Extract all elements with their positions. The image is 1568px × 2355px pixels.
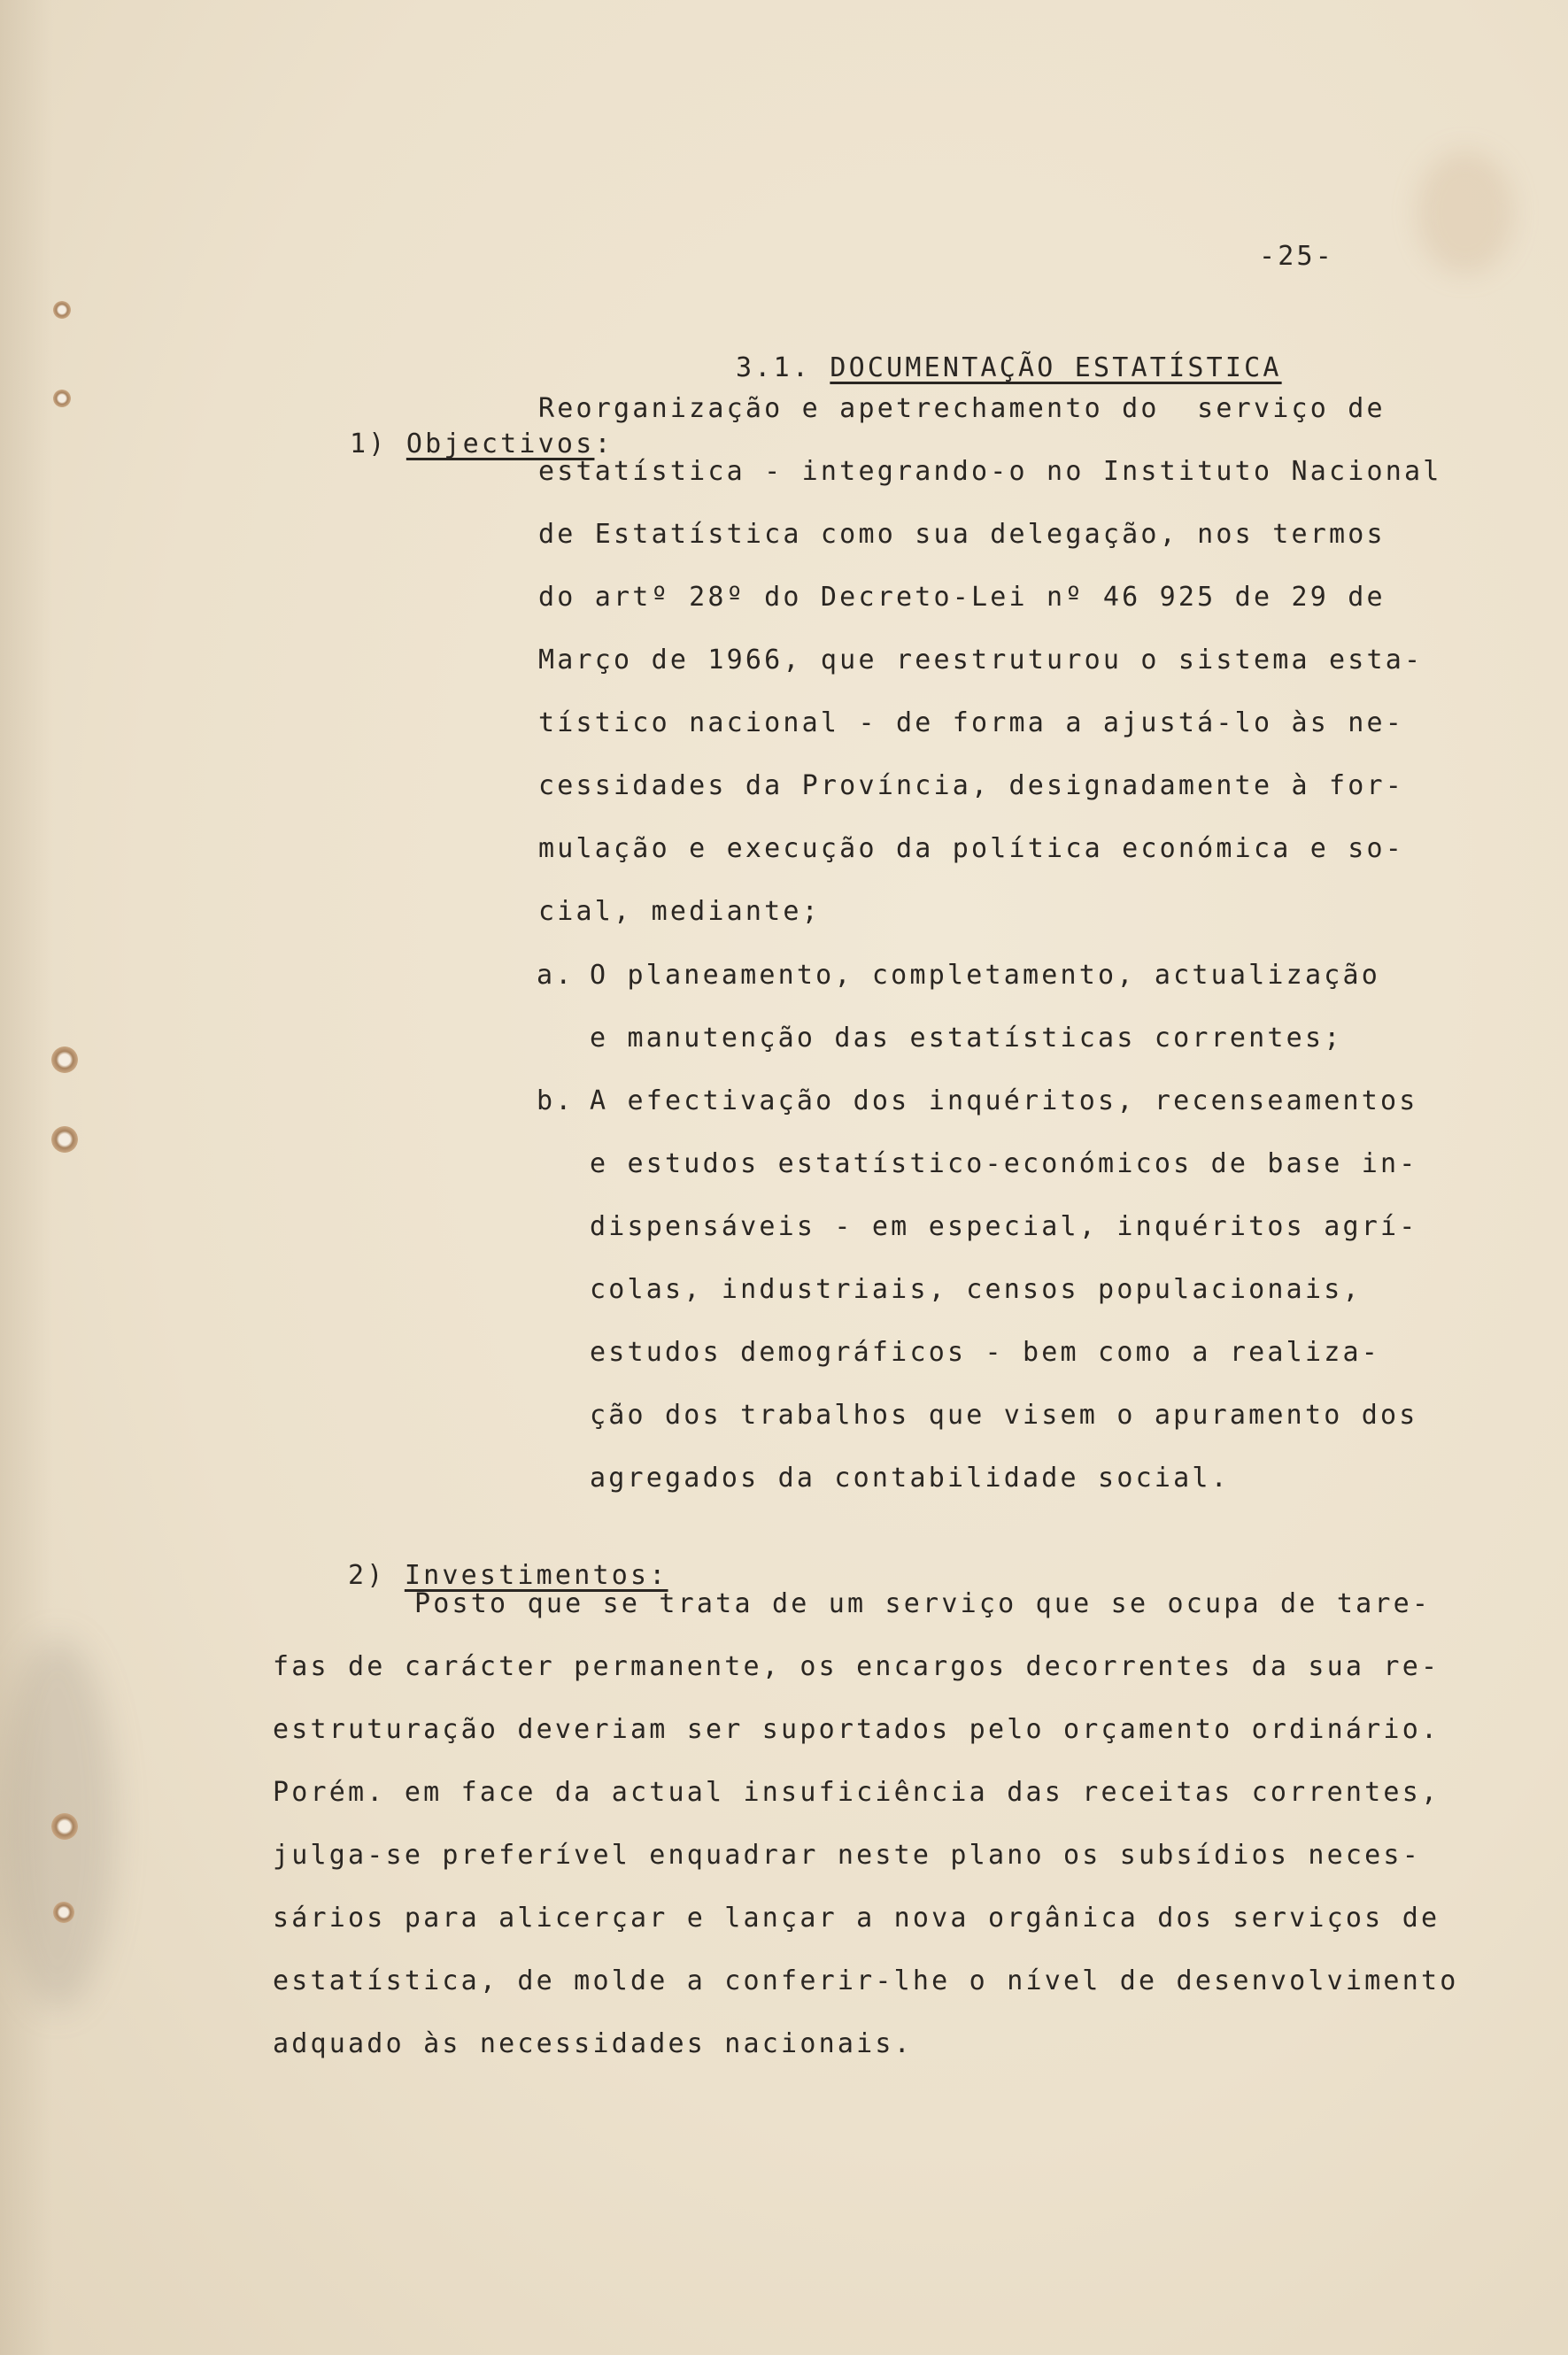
binder-hole — [53, 1902, 74, 1923]
paper-stain — [1417, 151, 1514, 274]
objectives-line: cial, mediante; — [538, 896, 821, 927]
objectives-line: Reorganização e apetrechamento do serviço de — [538, 393, 1386, 424]
objectives-line: estatística - integrando-o no Instituto Nacional — [538, 456, 1442, 487]
item-a-marker: a. — [537, 960, 575, 991]
page-number: -25- — [1259, 241, 1335, 272]
objectives-line: do artº 28º do Decreto-Lei nº 46 925 de 29 de — [538, 582, 1386, 613]
investments-line: estatística, de molde a conferir-lhe o nível de desenvolvimento — [273, 1965, 1459, 1996]
objectives-line: cessidades da Província, designadamente à for- — [538, 770, 1405, 801]
investments-line: Posto que se trata de um serviço que se ocupa de tare- — [414, 1588, 1432, 1619]
item-b-line: colas, industriais, censos populacionais, — [590, 1274, 1362, 1305]
item-a-line: e manutenção das estatísticas correntes; — [590, 1023, 1343, 1054]
binder-hole — [53, 301, 71, 319]
binder-hole — [51, 1126, 78, 1153]
investments-line: adquado às necessidades nacionais. — [273, 2028, 913, 2059]
item-b-marker: b. — [537, 1085, 575, 1116]
item-b-line: estudos demográficos - bem como a realiza- — [590, 1337, 1380, 1368]
item-b-line: dispensáveis - em especial, inquéritos agrí- — [590, 1211, 1418, 1242]
heading-title: DOCUMENTAÇÃO ESTATÍSTICA — [830, 352, 1282, 383]
label-text: Investimentos: — [404, 1560, 668, 1591]
investments-line: julga-se preferível enquadrar neste plano os subsídios neces- — [273, 1840, 1421, 1871]
label-number: 1) — [350, 429, 388, 459]
paper-stain — [0, 0, 53, 2355]
binder-hole — [51, 1046, 78, 1073]
item-b-line: agregados da contabilidade social. — [590, 1463, 1230, 1494]
objectives-line: tístico nacional - de forma a ajustá-lo às ne- — [538, 707, 1405, 738]
investments-line: sários para alicerçar e lançar a nova orgânica dos serviços de — [273, 1903, 1441, 1934]
investments-line: estruturação deveriam ser suportados pelo orçamento ordinário. — [273, 1714, 1441, 1745]
item-b-line: ção dos trabalhos que visem o apuramento dos — [590, 1400, 1418, 1431]
binder-hole — [51, 1813, 78, 1840]
item-b-line: A efectivação dos inquéritos, recenseamentos — [590, 1085, 1418, 1116]
binder-hole — [53, 390, 71, 407]
heading-number: 3.1. — [736, 352, 812, 383]
investments-line: Porém. em face da actual insuficiência das receitas correntes, — [273, 1777, 1441, 1808]
objectives-line: de Estatística como sua delegação, nos termos — [538, 519, 1386, 550]
investments-line: fas de carácter permanente, os encargos decorrentes da sua re- — [273, 1651, 1441, 1682]
objectives-line: Março de 1966, que reestruturou o sistema esta- — [538, 645, 1424, 676]
item-a-line: O planeamento, completamento, actualização — [590, 960, 1380, 991]
objectives-line: mulação e execução da política económica e so- — [538, 833, 1405, 864]
label-text: Objectivos — [406, 429, 595, 459]
label-number: 2) — [348, 1560, 386, 1591]
item-b-line: e estudos estatístico-económicos de base in- — [590, 1148, 1418, 1179]
label-suffix: : — [594, 429, 614, 459]
